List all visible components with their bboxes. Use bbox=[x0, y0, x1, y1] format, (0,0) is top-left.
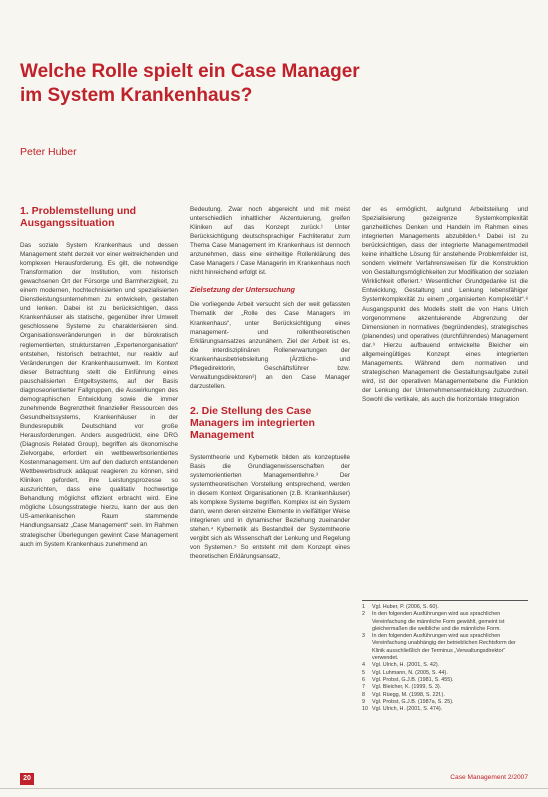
footer-rule bbox=[0, 788, 548, 789]
page-number: 20 bbox=[20, 773, 34, 785]
section-1-paragraph: Das soziale System Krankenhaus und dessen Management steht derzeit vor einer weitreichenden und komplexen Herausforderung. Es gilt, die notwendige Transformation der Institution, vom historisch gewachsenen Ort der Fürsorge und Barmherzigkeit, zu einem modernen, hochtechnisierten und spezialisierten Dienstleistungsunternehmen zu entwickeln, gestalten und lenken. Dabei ist zu berücksichtigen, dass Krankenhäuser als statische, gegenüber ihrer Umwelt geschlossene Systeme zu charakterisieren sind. Organisationsveränderungen in der bürokratisch reglementierten, strukturstarren „Expertenorganisation“ entstehen, historisch betrachtet, nur reaktiv auf Veränderungen der Krankenhausumwelt. Im Kontext dieser Betrachtung stellt die Einführung eines pauschalisierten Entgeltsystems, auf der Basis diagnoseorientierter Fallgruppen, die Auswirkungen des demographischen Entwicklung sowie die immer zunehmende Begrenztheit finanzieller Ressourcen des Gesundheitssystems, Krankenhäuser in der Bundesrepublik Deutschland vor große Herausforderungen. Anders ausgedrückt, eine DRG (Diagnosis Related Group), begriffen als ökonomische Zielvorgabe, erfordert ein wettbewerbsorientiertes Kostenmanagement. Um auf den dadurch entstandenen Wettbewerbsdruck adäquat reagieren zu können, sind Kliniken gefordert, ihre Leistungsprozesse so auszurichten, dass eine qualitativ hochwertige Behandlung möglichst effizient erbracht wird. Eine mögliche Lösungsstrategie hierzu, kann der aus den US-amerikanischen Raum stammende Handlungsansatz „Case Management“ sein. Im Rahmen strategischer Überlegungen gewinnt Case Management auch im System Krankenhaus zunehmend an bbox=[20, 242, 178, 548]
column-2-paragraph-1: Bedeutung. Zwar noch abgereicht und mit meist unterschiedlich inhaltlicher Akzentuierung, greifen Kliniken auf das Konzept zurück.¹ Unter Berücksichtigung deutschsprachiger Fachliteratur zum Thema Case Management im Krankenhaus ist dennoch anzunehmen, dass eine einheitige Rollenklärung des Case Managers / Case Managerin im Krankenhaus noch nicht hinreichend erfolgt ist. bbox=[190, 206, 350, 277]
footnote: 9 Vgl. Probst, G.J.B. (1987a, S. 25). bbox=[362, 698, 454, 705]
subheading-zielsetzung: Zielsetzung der Untersuchung bbox=[190, 285, 296, 295]
author-name: Peter Huber bbox=[20, 146, 77, 158]
footnote: 2 In den folgenden Ausführungen wird aus sprachlichen Vereinfachung die männliche Form gewählt, gemeint ist gleichermaßen die weibliche und die männliche Form. bbox=[362, 611, 505, 632]
spacer bbox=[190, 391, 350, 405]
column-3 bbox=[362, 205, 528, 404]
footnote: 4 Vgl. Ulrich, H. (2001, S. 42). bbox=[362, 662, 440, 669]
title-line-1: Welche Rolle spielt ein Case Manager bbox=[20, 61, 360, 82]
section-2-heading: 2. Die Stellung des Case Managers im integrierten Management bbox=[190, 404, 315, 441]
footnote: 3 In den folgenden Ausführungen wird aus sprachlichen Vereinfachung unabhängig der betrieblichen Rechtsform der Klinik ausschließlich der Terminus „Verwaltungsdirektor“ verwendet. bbox=[362, 633, 516, 662]
article-title bbox=[20, 60, 520, 108]
column-1 bbox=[20, 205, 178, 549]
section-2-paragraph: Systemtheorie und Kybernetik bilden als konzeptuelle Basis die Grundlagenwissenschaften der systemorientierten Managementlehre.³ Der systemtheoretischen Vorstellung entsprechend, werden in diesem Kontext Organisationen (z.B. Krankenhäuser) als komplexe Systeme begriffen. Komplex ist ein System dann, wenn deren einzelne Elemente in vielfältiger Weise integrieren und in dynamischer Beziehung zueinander stehen.⁴ Kybernetik als Bestandteil der Systemtheorie vergibt sich als Wissenschaft der Lenkung und Regelung von Systemen.⁵ So entsteht mit dem Konzept eines theoretischen Erklärungsansatz, bbox=[190, 453, 350, 561]
footnote: 1 Vgl. Huber, P. (2006, S. 60). bbox=[362, 604, 439, 610]
journal-name: Case Management 2/2007 bbox=[450, 774, 528, 781]
footnotes bbox=[362, 600, 528, 713]
title-line-2: im System Krankenhaus? bbox=[20, 85, 253, 106]
column-2-paragraph-2: Die vorliegende Arbeit versucht sich der weit gefassten Thematik der „Rolle des Case Managers im Krankenhaus“, unter Berücksichtigung eines management- und rollentheoretischen Erklärungsansatzes anzunähern. Ziel der Arbeit ist es, die interdisziplinären Rollenerwartungen der Krankenhausbetriebsleitung (Ärztliche- und Pflegedirektorin, Geschäftsführer bzw. Verwaltungsdirektoren²) an den Case Manager darzustellen. bbox=[190, 301, 350, 390]
section-1-heading: 1. Problemstellung und Ausgangssituation bbox=[20, 205, 137, 229]
footnote: 5 Vgl. Luhmann, N. (2005, S. 44). bbox=[362, 669, 448, 676]
footnote: 10 Vgl. Ulrich, H. (2001, S. 474). bbox=[362, 706, 443, 713]
column-2 bbox=[190, 205, 350, 561]
footnote: 6 Vgl. Probst, G.J.B. (1981, S. 455). bbox=[362, 676, 454, 683]
footnote: 8 Vgl. Rüegg, M. (1998, S. 22f.). bbox=[362, 691, 445, 698]
column-3-paragraph: der es ermöglicht, aufgrund Arbeitsteilung und Spezialisierung gezeigrenze Systemkomplexität ganzheitliches Denken und Handeln im Rahmen eines integrierten Managements abzubilden.⁶ Dabei ist zu berücksichtigen, dass der integrierte Managementmodell keine inhaltliche Lösung für anstehende Problemfelder ist, sondern vielmehr Verfahrensweisen für die Konstruktion von Gestaltungsmöglichkeiten zur Modifikation der sozialen Wirklichkeit offeriert.⁷ Wesentlicher Grundgedanke ist die Entwicklung, Gestaltung und Lenkung lebensfähiger Systemkomplexität zu einem „organisierten Komplexität“.⁸ Ausgangspunkt des Modells stellt die von Hans Ulrich vorgenommene akzentuierende Abgrenzung der Dimensionen in normatives (begründendes), strategisches (planendes) und operatives (durchführendes) Management dar.⁹ Hierzu aufbauend entwickelte Bleicher ein allgemeingültiges Konzept eines integrierten Managements. Während dem normativen und strategischen Management die Gestaltungsaufgabe zuteil wird, ist der operativen Managementebene die Funktion der Lenkung der Unternehmensentwicklung zuzuordnen. Sowohl die vertikale, als auch die horizontale Integration bbox=[362, 206, 528, 403]
footnote: 7 Vgl. Bleicher, K. (1999, S. 3). bbox=[362, 684, 442, 691]
